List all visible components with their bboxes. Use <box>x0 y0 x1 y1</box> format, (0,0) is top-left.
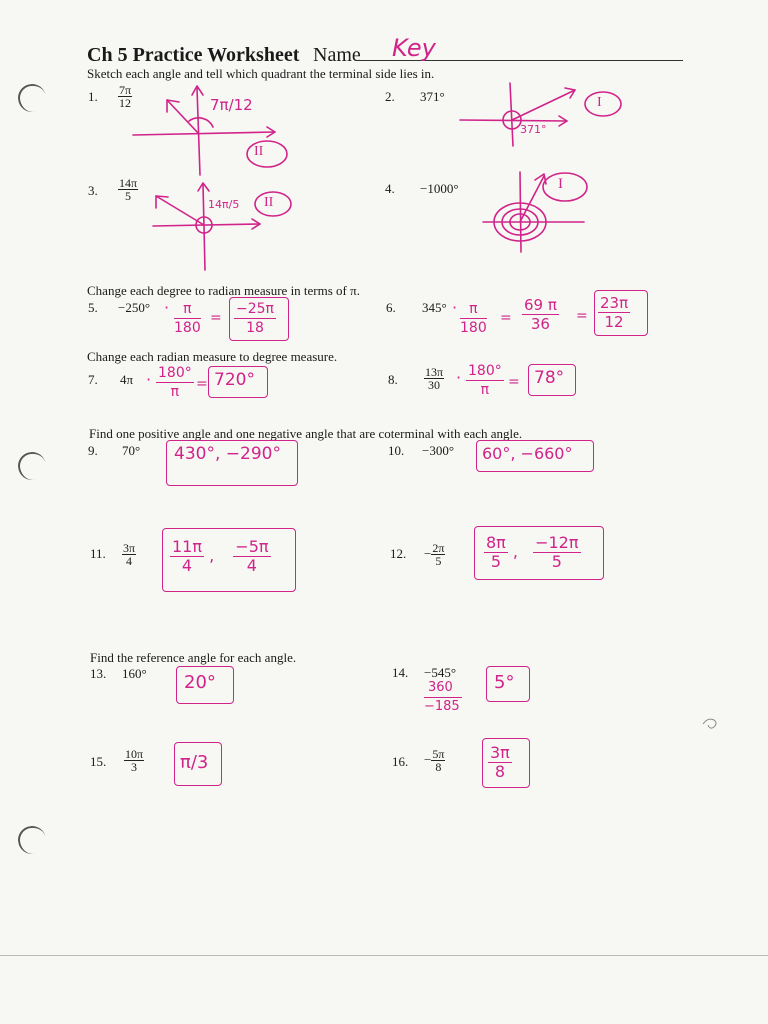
problem-10-number: 10. <box>388 443 405 458</box>
section1-instruction: Sketch each angle and tell which quadrant the terminal side lies in. <box>87 66 435 81</box>
punch-hole-middle <box>16 450 48 482</box>
problem-5-equals: = <box>210 310 222 326</box>
problem-6-given: 345° <box>422 300 447 315</box>
problem-14-number: 14. <box>392 665 409 680</box>
problem-2-quadrant: I <box>597 95 602 110</box>
problem-16-given: − $\frac{5\pi}{8}$ <box>424 747 445 774</box>
problem-4-quadrant-circle <box>540 170 590 204</box>
problem-6-intermediate: $\frac{69 \pi}{36}$ <box>524 296 557 333</box>
problem-1-given: $\frac{7\pi}{12}$ <box>119 83 132 110</box>
problem-7-answer: 720° <box>214 370 255 390</box>
problem-9-number: 9. <box>88 443 98 458</box>
section4-instruction: Find one positive angle and one negative angle that are coterminal with each angle. <box>89 426 523 441</box>
problem-7-factor: $\frac{180^\circ}{\pi}$ <box>158 365 192 400</box>
punch-hole-bottom <box>16 824 48 856</box>
problem-7-given: 4π <box>120 372 134 387</box>
problem-14-work-rule <box>424 697 462 698</box>
name-value: Key <box>392 34 436 62</box>
problem-1-number: 1. <box>88 89 98 104</box>
problem-9-given: 70° <box>122 443 141 458</box>
problem-16-answer: $\frac{3\pi}{8}$ <box>490 743 510 781</box>
punch-hole-top <box>16 82 48 114</box>
problem-15-number: 15. <box>90 754 107 769</box>
problem-13-given: 160° <box>122 666 147 681</box>
section5-instruction: Find the reference angle for each angle. <box>90 650 297 665</box>
problem-14-work-result: −185 <box>424 699 460 714</box>
problem-3-given: $\frac{14\pi}{5}$ <box>119 176 138 203</box>
section2-instruction: Change each degree to radian measure in terms of π. <box>87 283 360 298</box>
problem-10-answer: 60°, −660° <box>482 444 573 463</box>
problem-5-number: 5. <box>88 300 98 315</box>
problem-5-given: −250° <box>118 300 151 315</box>
problem-1-angle-label: 7π/12 <box>210 96 253 114</box>
problem-14-answer: 5° <box>494 672 515 693</box>
problem-8-equals: = <box>508 374 520 390</box>
problem-9-answer: 430°, −290° <box>174 444 281 464</box>
problem-12-number: 12. <box>390 546 407 561</box>
problem-8-factor: $\frac{180^\circ}{\pi}$ <box>468 363 502 398</box>
problem-6-number: 6. <box>386 300 396 315</box>
problem-16-number: 16. <box>392 754 409 769</box>
problem-13-number: 13. <box>90 666 107 681</box>
problem-2-quadrant-circle <box>582 90 624 118</box>
problem-6-equals-2: = <box>576 308 588 324</box>
problem-14-given: −545° <box>424 665 457 680</box>
problem-8-number: 8. <box>388 372 398 387</box>
problem-10-given: −300° <box>422 443 455 458</box>
problem-3-number: 3. <box>88 183 98 198</box>
problem-5-dot: · <box>164 298 170 317</box>
problem-5-answer: $\frac{-25\pi}{18}$ <box>236 301 274 336</box>
problem-2-sketch <box>455 78 585 150</box>
problem-12-answer: $\frac{8\pi}{5}$ , $\frac{-12\pi}{5}$ <box>486 533 579 571</box>
problem-12-given: − $\frac{2\pi}{5}$ <box>424 541 445 568</box>
name-label: Name <box>313 44 361 66</box>
problem-6-equals: = <box>500 310 512 326</box>
worksheet-title: Ch 5 Practice Worksheet <box>87 44 300 66</box>
section3-instruction: Change each radian measure to degree measure. <box>87 349 338 364</box>
problem-11-number: 11. <box>90 546 106 561</box>
problem-2-angle-label: 371° <box>520 123 547 136</box>
problem-6-dot: · <box>452 298 458 317</box>
problem-4-given: −1000° <box>420 181 459 196</box>
problem-2-number: 2. <box>385 89 395 104</box>
problem-2-given: 371° <box>420 89 445 104</box>
problem-7-dot: · <box>146 370 152 389</box>
problem-5-factor: $\frac{\pi}{180}$ <box>174 301 201 336</box>
problem-1-quadrant: II <box>254 144 264 159</box>
problem-6-factor: $\frac{\pi}{180}$ <box>460 301 487 336</box>
problem-3-angle-label: 14π/5 <box>208 198 240 211</box>
page-bottom-edge <box>0 955 768 956</box>
problem-15-given: $\frac{10\pi}{3}$ <box>125 747 144 774</box>
problem-8-given: $\frac{13\pi}{30}$ <box>425 365 444 392</box>
problem-13-answer: 20° <box>184 672 216 693</box>
problem-15-answer: π/3 <box>180 752 209 773</box>
problem-7-equals: = <box>196 376 208 392</box>
problem-8-answer: 78° <box>534 368 565 388</box>
margin-pen-mark <box>700 714 722 732</box>
problem-1-quadrant-circle <box>244 138 290 170</box>
problem-6-answer: $\frac{23\pi}{12}$ <box>600 294 629 331</box>
problem-8-dot: · <box>456 368 462 387</box>
problem-11-given: $\frac{3\pi}{4}$ <box>123 541 136 568</box>
problem-4-quadrant: I <box>558 176 563 192</box>
problem-3-quadrant: II <box>264 195 274 210</box>
problem-4-number: 4. <box>385 181 395 196</box>
problem-14-work-360: 360 <box>428 680 453 695</box>
problem-11-answer: $\frac{11\pi}{4}$ , $\frac{-5\pi}{4}$ <box>172 537 269 575</box>
problem-7-number: 7. <box>88 372 98 387</box>
